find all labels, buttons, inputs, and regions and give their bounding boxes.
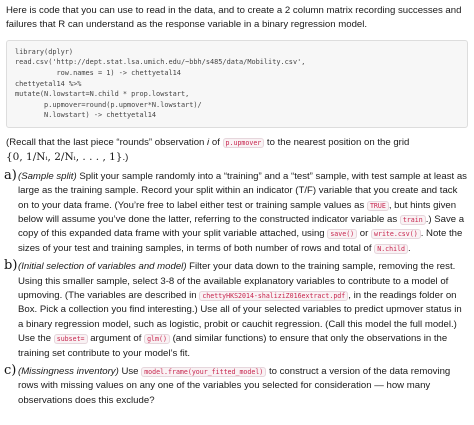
item-c-text: (Missingness inventory) Use model.frame(your_fitted_model) to construct a version of the data removing rows with missing values on any one of the variables you selected for consideration — how many observations does this exclude? <box>18 366 451 406</box>
code-line: chettyetal14 %>% <box>15 79 82 88</box>
item-b <box>6 260 468 361</box>
code-block <box>6 40 468 128</box>
inline-code: TRUE <box>367 201 389 211</box>
code-line: p.upmover=round(p.upmover*N.lowstart)/ <box>15 100 202 109</box>
inline-code: N.child <box>374 244 408 254</box>
code-line: read.csv('http://dept.stat.lsa.umich.edu/~bbh/s485/data/Mobility.csv', <box>15 58 306 67</box>
inline-code: model.frame(your_fitted_model) <box>141 367 266 377</box>
inline-code: glm() <box>144 334 170 344</box>
item-b-label: b) <box>4 258 18 274</box>
inline-code: save() <box>327 229 357 239</box>
item-c-label: c) <box>4 363 17 379</box>
item-b-text: (Initial selection of variables and model) Filter your data down to the training sample, removing the rest. Using this smaller sample, select 3-8 of the available explanatory variables to contribute to a model of upmoving. (The variables are described in chettyHKS2014-shaliziZ016extract.pdf , in the readings folder on Box. Pick a collection you find interesting.) Use all of your selected variables to predict upmover status in a binary regression model, such as logistic, probit or cauchit regression. (Call this model the full model.) Use the subset= argument of glm() (and similar functions) to ensure that only the observations in the training set contribute to your model’s fit. <box>18 261 462 359</box>
inline-code: subset= <box>54 334 88 344</box>
grid-formula: {0, 1/Nᵢ, 2/Nᵢ, . . . , 1} <box>6 151 123 164</box>
inline-code: chettyHKS2014-shaliziZ016extract.pdf <box>199 291 348 301</box>
item-c <box>6 365 468 408</box>
intro-paragraph: Here is code that you can use to read in the data, and to create a 2 column matrix recording successes and failures that R can understand as the response variable in a binary regression model. <box>6 5 462 31</box>
code-line: row.names = 1) -> chettyetal14 <box>15 69 181 77</box>
item-a-label: a) <box>4 167 17 183</box>
code-line: library(dplyr) <box>15 47 74 56</box>
inline-code: train <box>400 215 426 225</box>
inline-code: p.upmover <box>223 138 265 148</box>
recall-note: (Recall that the last piece “rounds” observation i of p.upmover to the nearest position on the grid {0, 1/Nᵢ, 2/Nᵢ, . . . , 1}.) <box>6 136 410 164</box>
code-line: N.lowstart) -> chettyetal14 <box>15 111 157 120</box>
item-a <box>4 167 468 256</box>
item-a-text: (Sample split) Split your sample randomly into a “training” and a “test” sample, with test sample at least as large as the training sample. Record your split within an indicator (T/F) variable that you create and tack on to your data frame. (You’re free to label either test or training sample values as TRUE , but hints given below will assume you’ve done the latter, referring to the constructed indicator variable as train .) Save a copy of this expanded data frame with your split variable attached, using save() or write.csv() . Note the sizes of your test and training samples, in terms of both number of rows and total of N.child . <box>18 170 467 254</box>
inline-code: write.csv() <box>371 229 421 239</box>
code-line: mutate(N.lowstart=N.child * prop.lowstart, <box>15 90 190 99</box>
